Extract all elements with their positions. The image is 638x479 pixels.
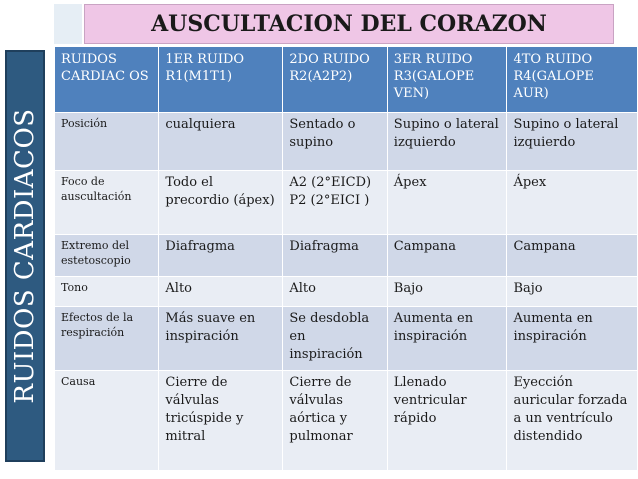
table-cell: Ápex (387, 171, 507, 235)
table-cell: Aumenta en inspiración (507, 307, 638, 371)
table-row (55, 277, 638, 307)
table-cell: cualquiera (159, 113, 283, 171)
table-cell: Alto (159, 277, 283, 307)
table-cell: Alto (283, 277, 387, 307)
table-cell: Ápex (507, 171, 638, 235)
table-cell: Cierre de válvulas tricúspide y mitral (159, 371, 283, 471)
page-title: AUSCULTACION DEL CORAZON (151, 11, 547, 37)
table-cell: Campana (507, 235, 638, 277)
table-header-row (55, 47, 638, 113)
side-title: RUIDOS CARDIACOS (10, 108, 40, 404)
table-cell: Supino o lateral izquierdo (507, 113, 638, 171)
table-cell: Más suave en inspiración (159, 307, 283, 371)
table-header-cell: RUIDOS CARDIAC OS (55, 47, 159, 113)
table-row (55, 171, 638, 235)
table-cell: Sentado o supino (283, 113, 387, 171)
table-row (55, 235, 638, 277)
row-label: Posición (55, 113, 159, 171)
table-header-cell: 3ER RUIDO R3(GALOPE VEN) (387, 47, 507, 113)
row-label: Tono (55, 277, 159, 307)
table-cell: Campana (387, 235, 507, 277)
table-cell: Bajo (387, 277, 507, 307)
table-row (55, 113, 638, 171)
row-label: Efectos de la respiración (55, 307, 159, 371)
table-row (55, 371, 638, 471)
table-header-cell: 1ER RUIDO R1(M1T1) (159, 47, 283, 113)
row-label: Foco de auscultación (55, 171, 159, 235)
table-cell: Se desdobla en inspiración (283, 307, 387, 371)
heart-sounds-table (54, 46, 638, 471)
table-cell: Supino o lateral izquierdo (387, 113, 507, 171)
table-cell: Aumenta en inspiración (387, 307, 507, 371)
table-cell: Diafragma (159, 235, 283, 277)
row-label: Causa (55, 371, 159, 471)
table-cell: Bajo (507, 277, 638, 307)
table-cell: Eyección auricular forzada a un ventrículo distendido (507, 371, 638, 471)
table-header-cell: 4TO RUIDO R4(GALOPE AUR) (507, 47, 638, 113)
table-row (55, 307, 638, 371)
table-cell: Diafragma (283, 235, 387, 277)
table-cell: A2 (2°EICD) P2 (2°EICI ) (283, 171, 387, 235)
title-left-accent (54, 4, 82, 44)
table-header-cell: 2DO RUIDO R2(A2P2) (283, 47, 387, 113)
table-cell: Todo el precordio (ápex) (159, 171, 283, 235)
table-cell: Cierre de válvulas aórtica y pulmonar (283, 371, 387, 471)
table-cell: Llenado ventricular rápido (387, 371, 507, 471)
row-label: Extremo del estetoscopio (55, 235, 159, 277)
